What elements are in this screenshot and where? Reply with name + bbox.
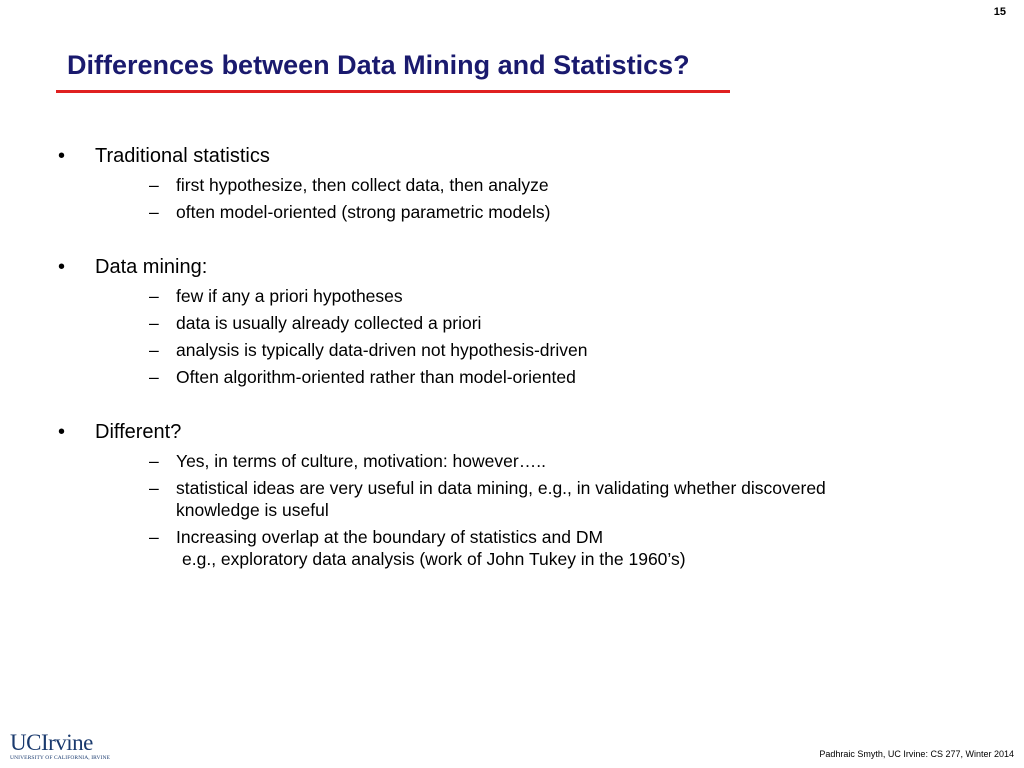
sub-bullet-text: Yes, in terms of culture, motivation: however…..: [176, 451, 546, 471]
sub-bullet: [95, 450, 958, 472]
sub-bullet: [95, 285, 958, 307]
dash-marker: –: [149, 478, 159, 498]
title-underline: [56, 90, 730, 93]
sub-bullet: [95, 477, 958, 521]
dash-marker: –: [149, 340, 159, 360]
bullet-dot: •: [58, 421, 66, 443]
sub-bullet: [95, 339, 958, 361]
bullet-text: Traditional statistics: [95, 145, 270, 167]
sub-bullet-list: [95, 174, 958, 223]
sub-bullet-text-continuation: e.g., exploratory data analysis (work of John Tukey in the 1960’s): [182, 549, 686, 569]
slide-number: 15: [993, 6, 1006, 18]
sub-bullet-text-continuation: knowledge is useful: [176, 500, 329, 520]
sub-bullet-text: first hypothesize, then collect data, then analyze: [176, 175, 549, 195]
dash-marker: –: [149, 451, 159, 471]
sub-bullet: [95, 366, 958, 388]
sub-bullet-list: [95, 285, 958, 388]
slide-title: Differences between Data Mining and Statistics?: [67, 50, 690, 80]
bullet-text: Different?: [95, 421, 182, 443]
bullet-data-mining: [58, 254, 958, 388]
logo-wordmark: UCIrvine: [10, 730, 93, 755]
sub-bullet-text: Often algorithm-oriented rather than model-oriented: [176, 367, 576, 387]
bullet-different: [58, 419, 958, 570]
dash-marker: –: [149, 527, 159, 547]
dash-marker: –: [149, 202, 159, 222]
uc-irvine-logo: [10, 731, 110, 761]
sub-bullet-list: [95, 450, 958, 570]
dash-marker: –: [149, 286, 159, 306]
sub-bullet: [95, 201, 958, 223]
bullet-traditional-statistics: [58, 143, 958, 223]
dash-marker: –: [149, 175, 159, 195]
sub-bullet-text: data is usually already collected a priori: [176, 313, 482, 333]
sub-bullet-text: often model-oriented (strong parametric models): [176, 202, 551, 222]
sub-bullet-text: statistical ideas are very useful in data mining, e.g., in validating whether discovered: [176, 478, 826, 498]
sub-bullet: [95, 312, 958, 334]
sub-bullet: [95, 526, 958, 570]
logo-subtitle: UNIVERSITY OF CALIFORNIA, IRVINE: [10, 755, 111, 761]
footer-credit: Padhraic Smyth, UC Irvine: CS 277, Winter 2014: [819, 749, 1014, 759]
bullet-text: Data mining:: [95, 256, 208, 278]
sub-bullet-text: Increasing overlap at the boundary of statistics and DM: [176, 527, 604, 547]
bullet-dot: •: [58, 256, 66, 278]
sub-bullet-text: analysis is typically data-driven not hypothesis-driven: [176, 340, 588, 360]
dash-marker: –: [149, 367, 159, 387]
dash-marker: –: [149, 313, 159, 333]
bullet-dot: •: [58, 145, 66, 167]
sub-bullet: [95, 174, 958, 196]
slide-content: [58, 143, 958, 570]
sub-bullet-text: few if any a priori hypotheses: [176, 286, 403, 306]
